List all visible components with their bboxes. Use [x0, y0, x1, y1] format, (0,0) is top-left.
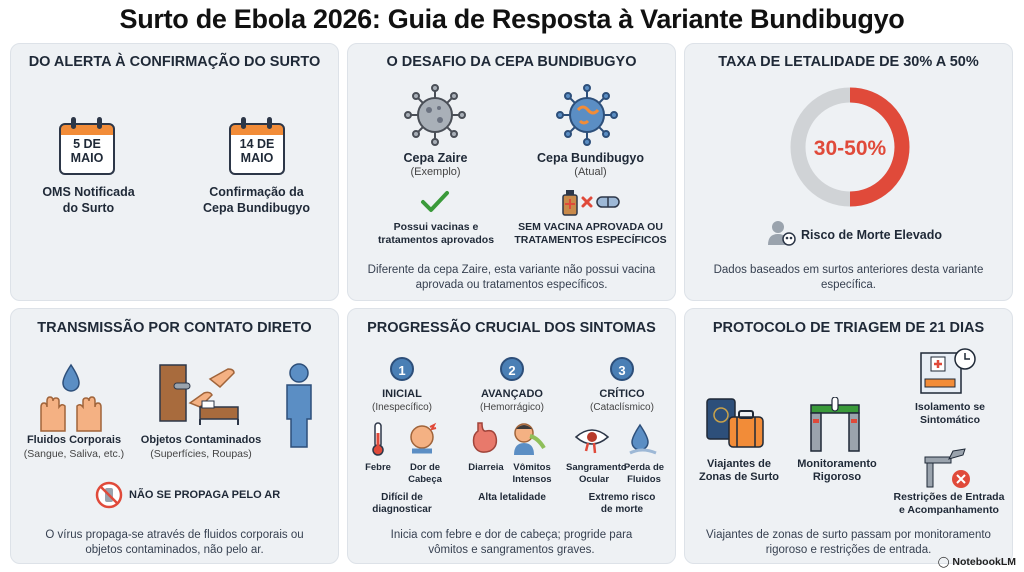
stage-sub: (Cataclísmico)	[590, 402, 654, 413]
notebooklm-logo	[938, 556, 1016, 568]
panel-heading: O DESAFIO DA CEPA BUNDIBUGYO	[386, 54, 637, 70]
scanner-gate-icon	[805, 397, 865, 453]
fatality-value: 30-50%	[813, 137, 887, 160]
item-body-fluids-sub: (Sangue, Saliva, etc.)	[23, 448, 125, 460]
stage-sub: (Hemorrágico)	[480, 402, 544, 413]
item-body-fluids: Fluidos Corporais	[26, 434, 122, 446]
logo-text: NotebookLM	[952, 556, 1016, 568]
travelers-label: Viajantes de Zonas de Surto	[698, 458, 780, 483]
stage-name: CRÍTICO	[599, 388, 645, 400]
stage-name: AVANÇADO	[481, 388, 543, 400]
panel-description: Inicia com febre e dor de cabeça; progride para vômitos e sangramentos graves.	[390, 529, 633, 556]
strain-bundibugyo-label: Cepa Bundibugyo	[537, 151, 644, 165]
panel-fatality-rate	[684, 43, 1013, 301]
strain-zaire-label: Cepa Zaire	[403, 151, 468, 165]
item-contaminated-objects-sub: (Superfícies, Roupas)	[150, 448, 252, 460]
stage-number: 1	[390, 357, 414, 381]
person-icon	[281, 363, 317, 449]
panel-description: O vírus propaga-se através de fluidos corporais ou objetos contaminados, não pelo ar.	[45, 529, 304, 556]
panel-symptom-progression	[347, 308, 676, 564]
thermometer-icon	[370, 421, 386, 457]
panel-screening-protocol	[684, 308, 1013, 564]
person-skull-icon	[767, 219, 797, 247]
symptom-headache: Dor de Cabeça	[408, 462, 442, 485]
panel-description: Diferente da cepa Zaire, esta variante não possui vacina aprovada ou tratamentos específicos.	[367, 264, 656, 291]
panel-alert-confirmation	[10, 43, 339, 301]
stage-number: 2	[500, 357, 524, 381]
stage-note: Difícil de diagnosticar	[372, 492, 432, 515]
panel-heading: DO ALERTA À CONFIRMAÇÃO DO SURTO	[28, 54, 321, 70]
headache-icon	[408, 421, 440, 455]
stage-note: Extremo risco de morte	[588, 492, 656, 515]
virus-gray-icon	[404, 84, 466, 146]
vomiting-icon	[512, 421, 548, 455]
calendar-icon: 14 DE MAIO	[229, 117, 285, 173]
no-vaccine-icon	[559, 187, 623, 217]
no-airborne-icon	[95, 481, 123, 509]
logo-icon: ◯	[937, 556, 950, 568]
entry-restriction-icon	[923, 447, 973, 491]
calendar-date-day: 5 DE	[73, 137, 101, 151]
symptom-diarrhea: Diarreia	[468, 462, 504, 473]
calendar-date-month: MAIO	[70, 151, 104, 165]
confirmation-label: Confirmação da Cepa Bundibugyo	[203, 185, 310, 215]
check-icon	[420, 189, 450, 215]
stomach-icon	[470, 421, 500, 455]
panel-heading: PROTOCOLO DE TRIAGEM DE 21 DIAS	[712, 320, 985, 336]
symptom-fever: Febre	[365, 462, 391, 473]
calendar-icon	[59, 117, 115, 173]
entry-restriction-label: Restrições de Entrada e Acompanhamento	[893, 491, 1005, 516]
notification-label: OMS Notificada do Surto	[42, 185, 135, 215]
zaire-note: Possui vacinas e tratamentos aprovados	[377, 221, 495, 246]
panel-description: Dados baseados em surtos anteriores desta variante específica.	[713, 264, 984, 291]
stage-number: 3	[610, 357, 634, 381]
stage-name: INICIAL	[382, 388, 422, 400]
panel-strain-challenge	[347, 43, 676, 301]
item-contaminated-objects: Objetos Contaminados	[140, 434, 262, 446]
panel-transmission	[10, 308, 339, 564]
symptom-ocular-bleeding: Sangramento Ocular	[566, 462, 627, 485]
panel-heading: TRANSMISSÃO POR CONTATO DIRETO	[37, 320, 312, 336]
stage-sub: (Inespecífico)	[371, 402, 433, 413]
symptom-vomiting: Vômitos Intensos	[512, 462, 552, 485]
passport-luggage-icon	[705, 397, 765, 453]
stage-note: Alta letalidade	[478, 492, 546, 503]
strain-zaire-sub: (Exemplo)	[410, 166, 461, 178]
door-bed-hand-icon	[156, 361, 242, 433]
fluid-loss-icon	[628, 423, 658, 455]
strain-bundibugyo-sub: (Atual)	[574, 166, 607, 178]
virus-blue-icon	[556, 84, 618, 146]
isolation-clock-icon	[917, 347, 977, 397]
panel-heading: TAXA DE LETALIDADE DE 30% A 50%	[718, 54, 979, 70]
bundibugyo-note: SEM VACINA APROVADA OU TRATAMENTOS ESPECÍFICOS	[514, 221, 667, 246]
isolation-label: Isolamento se Sintomático	[914, 401, 986, 426]
hands-droplet-icon	[35, 361, 107, 433]
monitoring-label: Monitoramento Rigoroso	[797, 458, 877, 483]
symptom-fluid-loss: Perda de Fluidos	[623, 462, 665, 485]
bleeding-eye-icon	[574, 425, 610, 455]
panel-description: Viajantes de zonas de surto passam por monitoramento rigoroso e restrições de entrada.	[706, 529, 991, 556]
no-airborne-warning: NÃO SE PROPAGA PELO AR	[129, 489, 281, 501]
panel-heading: PROGRESSÃO CRUCIAL DOS SINTOMAS	[367, 320, 656, 336]
page-title: Surto de Ebola 2026: Guia de Resposta à Variante Bundibugyo	[119, 4, 905, 34]
risk-label: Risco de Morte Elevado	[801, 228, 943, 242]
